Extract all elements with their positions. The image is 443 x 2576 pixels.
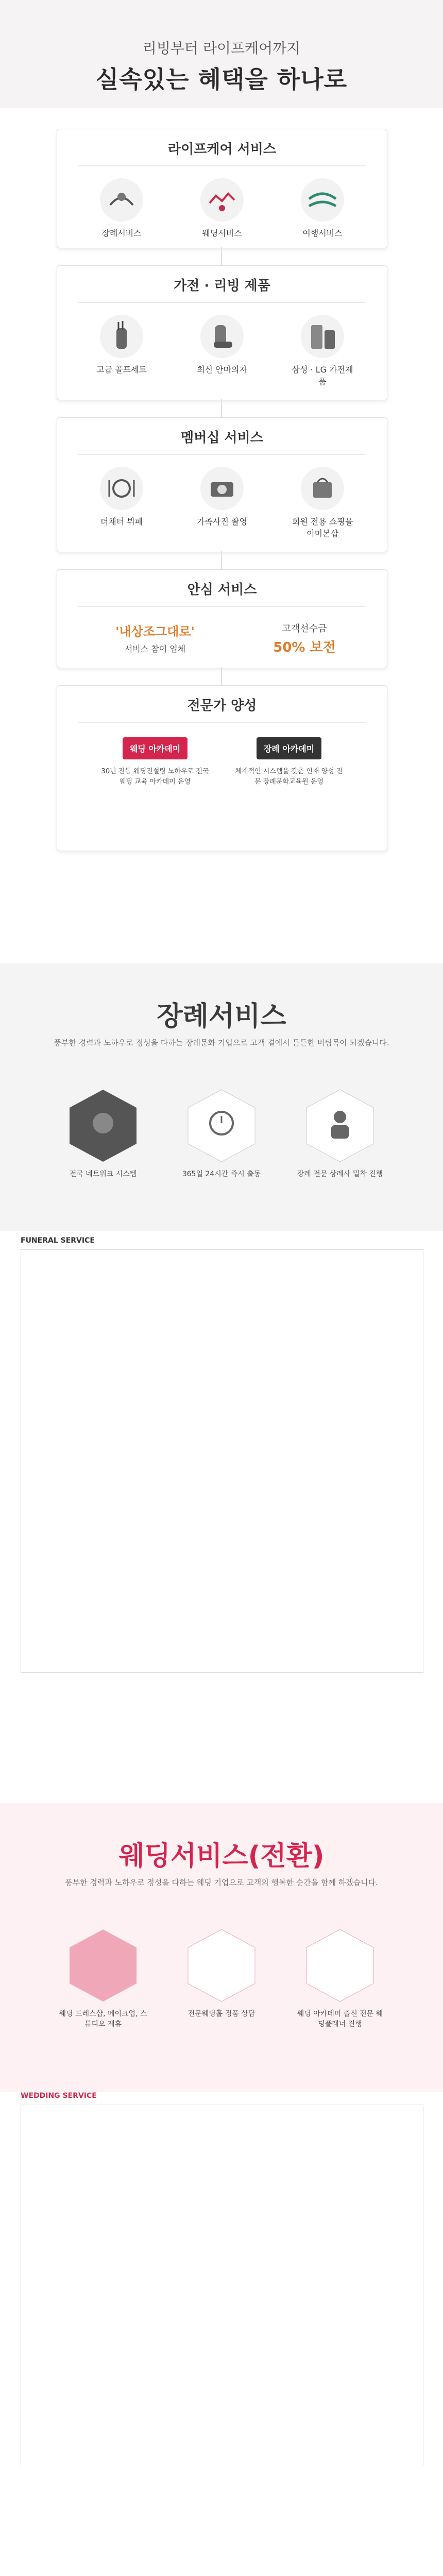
membership-item-buffet bbox=[88, 467, 155, 527]
golf-icon bbox=[100, 315, 143, 358]
card-title: 멤버십 서비스 bbox=[181, 430, 263, 446]
appliance-icon bbox=[301, 315, 344, 358]
safety-right-value: 50% 보전 bbox=[273, 640, 336, 655]
wedding-hex-label: 전문웨딩홀 정품 상담 bbox=[188, 2010, 255, 2018]
funeral-academy-logo: 장례 아카데미 bbox=[257, 737, 321, 759]
wedding-hex-hall bbox=[183, 1927, 260, 2004]
safety-left bbox=[98, 621, 212, 654]
hero-title: 실속있는 혜택을 하나로 bbox=[95, 65, 348, 93]
divider bbox=[78, 722, 366, 723]
membership-label: 가족사진 촬영 bbox=[197, 517, 247, 527]
connector bbox=[221, 399, 222, 417]
funeral-hex-network bbox=[64, 1087, 142, 1164]
wedding-table-title: WEDDING SERVICE bbox=[21, 2092, 97, 2100]
wedding-head bbox=[0, 1834, 443, 1889]
appliance-label: 고급 골프세트 bbox=[96, 365, 147, 375]
wedding-desc: 풍부한 경력과 노하우로 정성을 다하는 웨딩 기업으로 고객의 행복한 순간을 함께 하겠습니다. bbox=[65, 1878, 378, 1887]
funeral-hex-label: 장례 전문 상례사 밀착 진행 bbox=[297, 1170, 383, 1178]
appliance-label: 최신 안마의자 bbox=[197, 365, 247, 375]
expert-left bbox=[98, 737, 212, 787]
membership-card bbox=[57, 417, 387, 552]
shopping-icon bbox=[301, 467, 344, 510]
wedding-hex-dress bbox=[64, 1927, 142, 2004]
massage-chair-icon bbox=[200, 315, 244, 358]
buffet-icon bbox=[100, 467, 143, 510]
hero-subtitle: 리빙부터 라이프케어까지 bbox=[142, 40, 301, 57]
expert-right bbox=[232, 737, 346, 787]
appliance-item-chair bbox=[189, 315, 255, 375]
appliance-label: 삼성 · LG 가전제품 bbox=[292, 365, 353, 386]
card-title: 라이프케어 서비스 bbox=[168, 142, 276, 157]
camera-icon bbox=[200, 467, 244, 510]
funeral-hex-label: 전국 네트워크 시스템 bbox=[69, 1170, 137, 1178]
hero-banner bbox=[0, 0, 443, 108]
card-title: 가전 · 리빙 제품 bbox=[174, 278, 270, 294]
expert-card bbox=[57, 685, 387, 851]
funeral-icon bbox=[100, 178, 143, 222]
card-title: 전문가 양성 bbox=[187, 698, 257, 714]
safety-right-label: 고객선수금 bbox=[282, 623, 327, 634]
funeral-table bbox=[21, 1249, 423, 1673]
lifecare-label: 여행서비스 bbox=[302, 228, 343, 238]
divider bbox=[78, 302, 366, 303]
wedding-hex-label: 웨딩 아카데미 출신 전문 웨딩플래너 진행 bbox=[297, 2010, 383, 2028]
appliance-card bbox=[57, 265, 387, 400]
lifecare-label: 웨딩서비스 bbox=[202, 228, 242, 238]
lifecare-label: 장례서비스 bbox=[101, 228, 142, 238]
expert-right-desc: 체계적인 시스템을 갖춘 인재 양성 전문 장례문화교육원 운영 bbox=[235, 768, 343, 786]
connector bbox=[221, 247, 222, 265]
expert-left-desc: 30년 전통 웨딩전설팅 노하우로 전국 웨딩 교육 아카데미 운영 bbox=[101, 768, 209, 786]
funeral-hex-time bbox=[183, 1087, 260, 1164]
appliance-item-golf bbox=[88, 315, 155, 375]
membership-item-shopping bbox=[289, 467, 356, 539]
card-title: 안심 서비스 bbox=[187, 582, 257, 598]
connector bbox=[221, 667, 222, 685]
funeral-head bbox=[0, 994, 443, 1049]
funeral-hex-label: 365일 24시간 즉시 출동 bbox=[182, 1170, 261, 1178]
membership-label: 더채터 뷔페 bbox=[100, 517, 143, 527]
wedding-hex-label: 웨딩 드레스샵, 메이크업, 스튜디오 제휴 bbox=[59, 2010, 147, 2028]
funeral-title: 장례서비스 bbox=[157, 1001, 286, 1032]
lifecare-item-travel bbox=[289, 178, 356, 239]
membership-label: 회원 전용 쇼핑몰 이미본샵 bbox=[292, 517, 353, 538]
wedding-table bbox=[21, 2105, 423, 2466]
lifecare-item-wedding bbox=[189, 178, 255, 239]
connector bbox=[221, 551, 222, 569]
wedding-title: 웨딩서비스(전환) bbox=[118, 1841, 325, 1872]
appliance-item-appliance bbox=[289, 315, 356, 387]
funeral-hex-staff bbox=[301, 1087, 379, 1164]
lifecare-card bbox=[57, 129, 387, 248]
safety-badge-desc: 서비스 참여 업체 bbox=[124, 644, 186, 654]
divider bbox=[78, 454, 366, 455]
funeral-table-title: FUNERAL SERVICE bbox=[21, 1236, 95, 1245]
wedding-academy-logo: 웨딩 아카데미 bbox=[123, 737, 188, 759]
safety-right bbox=[253, 621, 356, 656]
membership-item-camera bbox=[189, 467, 255, 527]
travel-icon bbox=[301, 178, 344, 222]
funeral-desc: 풍부한 경력과 노하우로 정성을 다하는 장례문화 기업으로 고객 곁에서 든든한 버팀목이 되겠습니다. bbox=[54, 1038, 389, 1047]
lifecare-item-funeral bbox=[88, 178, 155, 239]
wedding-icon bbox=[200, 178, 244, 222]
safety-card bbox=[57, 569, 387, 668]
safety-badge: '내상조그대로' bbox=[115, 624, 195, 639]
divider bbox=[78, 165, 366, 166]
divider bbox=[78, 606, 366, 607]
wedding-hex-planner bbox=[301, 1927, 379, 2004]
